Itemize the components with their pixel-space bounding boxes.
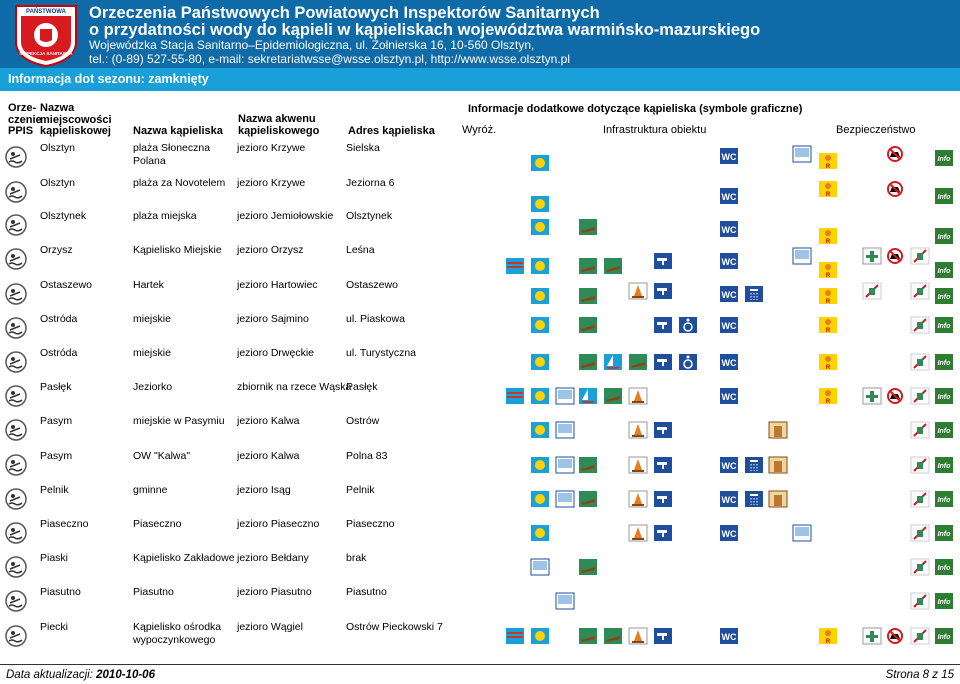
swimmer-icon [5, 590, 27, 612]
campfire-icon [628, 490, 648, 508]
row-kapielisko: Jeziorko [133, 381, 173, 393]
no-glass-icon [910, 387, 930, 405]
boat-icon [603, 257, 623, 275]
row-miejscowosc: Ostaszewo [40, 279, 92, 291]
campfire-icon [628, 627, 648, 645]
fence-icon [505, 257, 525, 275]
col-bezp: Bezpieczeństwo [836, 124, 916, 136]
no-glass-icon [910, 592, 930, 610]
info-icon [934, 261, 954, 279]
no-dogs-icon [885, 145, 905, 163]
fence-icon [505, 387, 525, 405]
svg-text:WC: WC [721, 321, 737, 331]
svg-text:Info: Info [937, 194, 951, 201]
campfire-icon [628, 387, 648, 405]
svg-text:R: R [825, 164, 831, 170]
svg-text:Info: Info [937, 323, 951, 330]
row-kapielisko: miejskie w Pasymiu [133, 415, 225, 427]
row-miejscowosc: Piaski [40, 552, 69, 564]
shower-icon [744, 285, 764, 303]
boat-icon [578, 353, 598, 371]
svg-text:WC: WC [721, 290, 737, 300]
row-akwen: jezioro Krzywe [237, 142, 306, 154]
svg-text:Info: Info [937, 234, 951, 241]
season-info-bar [0, 68, 960, 91]
sun-icon [530, 287, 550, 305]
wc-icon [719, 187, 739, 205]
campfire-icon [628, 456, 648, 474]
lifeguard-icon [818, 287, 838, 305]
row-kapielisko: miejskie [133, 347, 171, 359]
row-adres: Pelnik [346, 484, 375, 496]
info-icon [934, 387, 954, 405]
swimmer-icon [5, 351, 27, 373]
svg-text:Info: Info [937, 360, 951, 367]
boat-icon [603, 387, 623, 405]
sailboat-icon [578, 387, 598, 405]
row-miejscowosc: Olsztyn [40, 177, 76, 189]
swimmer-icon [5, 214, 27, 236]
row-kapielisko: Kąpielisko Zakładowe [133, 552, 235, 564]
row-adres: Ostrów [346, 415, 380, 427]
sun-icon [530, 316, 550, 334]
shower-icon [744, 456, 764, 474]
water-tap-icon [653, 282, 673, 300]
flag-icon [792, 145, 812, 163]
row-miejscowosc: Piasutno [40, 586, 81, 598]
boat-icon [578, 316, 598, 334]
wc-icon [719, 524, 739, 542]
swimmer-icon [5, 454, 27, 476]
row-kapielisko: plaża Słoneczna Polana [133, 142, 211, 167]
no-glass-icon [910, 353, 930, 371]
row-akwen: jezioro Orzysz [237, 244, 304, 256]
flag-icon [555, 421, 575, 439]
svg-text:R: R [825, 639, 831, 645]
lifeguard-icon [818, 152, 838, 170]
info-icon [934, 524, 954, 542]
info-icon [934, 353, 954, 371]
no-glass-icon [910, 627, 930, 645]
svg-text:Info: Info [937, 634, 951, 641]
no-dogs-icon [885, 180, 905, 198]
row-akwen: jezioro Piaseczno [237, 518, 320, 530]
wc-icon [719, 285, 739, 303]
sun-icon [530, 490, 550, 508]
info-icon [934, 558, 954, 576]
wc-icon [719, 220, 739, 238]
swimmer-icon [5, 419, 27, 441]
row-miejscowosc: Ostróda [40, 347, 78, 359]
sun-icon [530, 257, 550, 275]
sun-icon [530, 421, 550, 439]
row-akwen: jezioro Krzywe [237, 177, 306, 189]
info-icon [934, 627, 954, 645]
col-kapielisko: Nazwa kąpieliska [133, 125, 223, 137]
info-icon [934, 227, 954, 245]
swimmer-icon [5, 625, 27, 647]
row-adres: Polna 83 [346, 450, 388, 462]
boat-icon [578, 287, 598, 305]
water-tap-icon [653, 456, 673, 474]
no-dogs-icon [885, 247, 905, 265]
row-miejscowosc: Pelnik [40, 484, 69, 496]
col-adres: Adres kąpieliska [348, 125, 435, 137]
sun-icon [530, 627, 550, 645]
svg-text:WC: WC [721, 632, 737, 642]
svg-text:PAŃSTWOWA: PAŃSTWOWA [26, 9, 66, 15]
sun-icon [530, 154, 550, 172]
row-miejscowosc: Olsztyn [40, 142, 76, 154]
col-wyroz: Wyróż. [462, 124, 497, 136]
header-title-1: Orzeczenia Państwowych Powiatowych Inspektorów Sanitarnych [89, 4, 600, 22]
swimmer-icon [5, 385, 27, 407]
row-kapielisko: Hartek [133, 279, 164, 291]
svg-text:WC: WC [721, 152, 737, 162]
flag-icon [555, 456, 575, 474]
boat-icon [603, 627, 623, 645]
wheelchair-icon [678, 316, 698, 334]
season-info: Informacja dot sezonu: zamknięty [8, 72, 209, 86]
wc-icon [719, 252, 739, 270]
flag-icon [792, 524, 812, 542]
col-infra: Infrastruktura obiektu [603, 124, 707, 136]
row-kapielisko: Kąpielisko Miejskie [133, 244, 222, 256]
svg-text:INSPEKCJA SANITARNA: INSPEKCJA SANITARNA [19, 51, 73, 56]
wc-icon [719, 316, 739, 334]
wc-icon [719, 490, 739, 508]
boat-icon [578, 490, 598, 508]
hut-icon [768, 490, 788, 508]
row-adres: Ostrów Pieckowski 7 [346, 621, 443, 633]
swimmer-icon [5, 146, 27, 168]
row-kapielisko: plaża za Novotelem [133, 177, 226, 189]
flag-icon [555, 490, 575, 508]
boat-icon [578, 558, 598, 576]
info-icon [934, 592, 954, 610]
svg-text:WC: WC [721, 461, 737, 471]
svg-text:Info: Info [937, 565, 951, 572]
wc-icon [719, 147, 739, 165]
row-miejscowosc: Pasłęk [40, 381, 72, 393]
row-miejscowosc: Piecki [40, 621, 69, 633]
sun-icon [530, 195, 550, 213]
wc-icon [719, 353, 739, 371]
info-icon [934, 187, 954, 205]
boat-icon [578, 456, 598, 474]
footer-update-label: Data aktualizacji: [6, 669, 93, 681]
svg-text:R: R [825, 399, 831, 405]
info-icon [934, 149, 954, 167]
svg-text:R: R [825, 273, 831, 279]
row-miejscowosc: Pasym [40, 450, 73, 462]
sailboat-icon [603, 353, 623, 371]
sun-icon [530, 524, 550, 542]
svg-text:Info: Info [937, 156, 951, 163]
logo-icon [10, 2, 82, 68]
row-miejscowosc: Piaseczno [40, 518, 89, 530]
page-header [0, 0, 960, 68]
row-adres: Ostaszewo [346, 279, 398, 291]
row-akwen: jezioro Kalwa [237, 450, 300, 462]
swimmer-icon [5, 556, 27, 578]
no-glass-icon [910, 558, 930, 576]
row-kapielisko: gminne [133, 484, 168, 496]
row-adres: ul. Piaskowa [346, 313, 405, 325]
row-adres: Leśna [346, 244, 375, 256]
row-adres: Piaseczno [346, 518, 395, 530]
lifeguard-icon [818, 180, 838, 198]
no-glass-icon [910, 247, 930, 265]
shower-icon [744, 490, 764, 508]
no-glass-icon [910, 316, 930, 334]
svg-text:Info: Info [937, 599, 951, 606]
no-glass-icon [910, 524, 930, 542]
row-adres: Pasłęk [346, 381, 378, 393]
row-adres: Piasutno [346, 586, 387, 598]
row-kapielisko: Piasutno [133, 586, 174, 598]
row-adres: Olsztynek [346, 210, 393, 222]
svg-text:WC: WC [721, 529, 737, 539]
row-akwen: jezioro Sajmino [237, 313, 309, 325]
wc-icon [719, 456, 739, 474]
lifeguard-icon [818, 227, 838, 245]
svg-text:R: R [825, 328, 831, 334]
row-miejscowosc: Pasym [40, 415, 73, 427]
boat-icon [578, 257, 598, 275]
lifeguard-icon [818, 627, 838, 645]
flag-icon [555, 387, 575, 405]
info-icon [934, 316, 954, 334]
row-akwen: jezioro Piasutno [237, 586, 312, 598]
swimmer-icon [5, 317, 27, 339]
svg-text:Info: Info [937, 428, 951, 435]
svg-text:WC: WC [721, 257, 737, 267]
col-info: Informacje dodatkowe dotyczące kąpieliska (symbole graficzne) [468, 103, 803, 115]
swimmer-icon [5, 248, 27, 270]
row-akwen: jezioro Isąg [237, 484, 291, 496]
sun-icon [530, 353, 550, 371]
row-adres: Sielska [346, 142, 380, 154]
flag-icon [555, 592, 575, 610]
lifeguard-icon [818, 316, 838, 334]
info-icon [934, 421, 954, 439]
campfire-icon [628, 524, 648, 542]
col-miejscowosc: Nazwa miejscowości kąpieliskowej [40, 102, 112, 137]
no-dogs-icon [885, 627, 905, 645]
row-adres: brak [346, 552, 367, 564]
swimmer-icon [5, 283, 27, 305]
footer-page: Strona 8 z 15 [885, 669, 954, 681]
svg-text:Info: Info [937, 294, 951, 301]
row-akwen: jezioro Wągiel [237, 621, 303, 633]
fence-icon [505, 627, 525, 645]
svg-text:WC: WC [721, 358, 737, 368]
first-aid-icon [862, 387, 882, 405]
water-tap-icon [653, 252, 673, 270]
header-title-2: o przydatności wody do kąpieli w kąpieliskach województwa warmińsko-mazurskiego [89, 21, 761, 39]
info-icon [934, 287, 954, 305]
row-adres: Jeziorna 6 [346, 177, 395, 189]
boat-icon [578, 627, 598, 645]
row-kapielisko: plaża miejska [133, 210, 197, 222]
sun-icon [530, 456, 550, 474]
no-glass-icon [910, 421, 930, 439]
svg-text:R: R [825, 299, 831, 305]
svg-text:WC: WC [721, 192, 737, 202]
row-kapielisko: Piaseczno [133, 518, 182, 530]
col-orzeczenie: Orze- czenie PPIS [8, 102, 42, 137]
row-adres: ul. Turystyczna [346, 347, 417, 359]
svg-text:Info: Info [937, 497, 951, 504]
water-tap-icon [653, 627, 673, 645]
info-icon [934, 456, 954, 474]
svg-text:R: R [825, 239, 831, 245]
row-kapielisko: OW "Kalwa" [133, 450, 191, 462]
svg-text:Info: Info [937, 268, 951, 275]
no-glass-icon [862, 282, 882, 300]
boat-icon [578, 218, 598, 236]
svg-text:Info: Info [937, 394, 951, 401]
boat-icon [628, 353, 648, 371]
lifeguard-icon [818, 261, 838, 279]
header-address: Wojewódzka Stacja Sanitarno–Epidemiologiczna, ul. Żołnierska 16, 10-560 Olsztyn, [89, 38, 535, 52]
water-tap-icon [653, 353, 673, 371]
swimmer-icon [5, 522, 27, 544]
svg-text:Info: Info [937, 531, 951, 538]
hut-icon [768, 421, 788, 439]
sun-icon [530, 218, 550, 236]
footer-divider [0, 664, 960, 665]
svg-text:R: R [825, 365, 831, 371]
svg-text:WC: WC [721, 225, 737, 235]
col-akwen: Nazwa akwenu kąpieliskowego [238, 113, 320, 137]
row-akwen: jezioro Bełdany [237, 552, 309, 564]
row-miejscowosc: Olsztynek [40, 210, 87, 222]
swimmer-icon [5, 488, 27, 510]
row-kapielisko: Kąpielisko ośrodka wypoczynkowego [133, 621, 222, 646]
svg-text:WC: WC [721, 392, 737, 402]
sun-icon [530, 387, 550, 405]
water-tap-icon [653, 421, 673, 439]
row-miejscowosc: Orzysz [40, 244, 73, 256]
no-dogs-icon [885, 387, 905, 405]
swimmer-icon [5, 181, 27, 203]
row-akwen: zbiornik na rzece Wąska [237, 381, 352, 393]
water-tap-icon [653, 316, 673, 334]
wheelchair-icon [678, 353, 698, 371]
svg-text:R: R [825, 192, 831, 198]
water-tap-icon [653, 524, 673, 542]
no-glass-icon [910, 490, 930, 508]
header-contact: tel.: (0-89) 527-55-80, e-mail: sekretariatwsse@wsse.olsztyn.pl, http://www.wsse.olsztyn.pl [89, 52, 571, 66]
row-akwen: jezioro Jemiołowskie [237, 210, 334, 222]
lifeguard-icon [818, 353, 838, 371]
no-glass-icon [910, 282, 930, 300]
flag-icon [530, 558, 550, 576]
wc-icon [719, 627, 739, 645]
row-kapielisko: miejskie [133, 313, 171, 325]
row-akwen: jezioro Drwęckie [237, 347, 315, 359]
no-glass-icon [910, 456, 930, 474]
row-akwen: jezioro Hartowiec [237, 279, 318, 291]
flag-icon [792, 247, 812, 265]
footer-update [6, 669, 155, 681]
campfire-icon [628, 421, 648, 439]
first-aid-icon [862, 247, 882, 265]
first-aid-icon [862, 627, 882, 645]
svg-text:WC: WC [721, 495, 737, 505]
campfire-icon [628, 282, 648, 300]
row-akwen: jezioro Kalwa [237, 415, 300, 427]
lifeguard-icon [818, 387, 838, 405]
hut-icon [768, 456, 788, 474]
svg-text:Info: Info [937, 463, 951, 470]
wc-icon [719, 387, 739, 405]
water-tap-icon [653, 490, 673, 508]
footer-update-date: 2010-10-06 [96, 669, 155, 681]
row-miejscowosc: Ostróda [40, 313, 78, 325]
info-icon [934, 490, 954, 508]
